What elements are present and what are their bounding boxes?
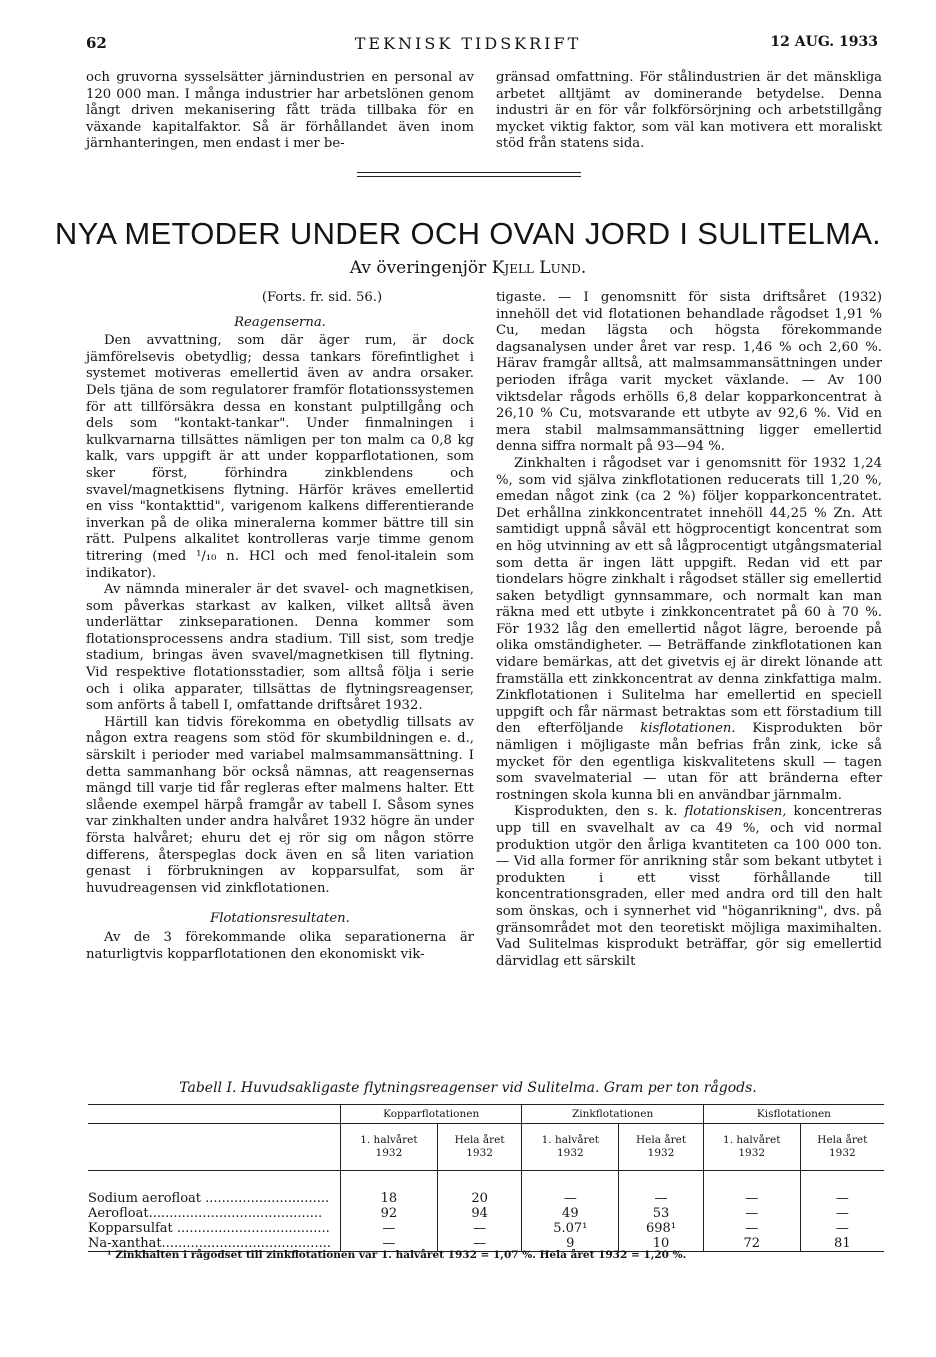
table-cell: 18 — [341, 1191, 438, 1206]
article-right-column — [496, 290, 882, 970]
sub-header-year: 1932 — [828, 1147, 856, 1159]
page-number: 62 — [86, 34, 107, 52]
article-left-column — [86, 290, 474, 963]
sub-header-period: Hela året — [454, 1134, 505, 1146]
table-row — [88, 1191, 884, 1206]
continued-note: (Forts. fr. sid. 56.) — [261, 290, 383, 305]
table-cell: 10 — [619, 1236, 704, 1252]
sub-header-period: Hela året — [636, 1134, 687, 1146]
paragraph-text: Kisprodukten bör nämligen i möjligaste mån befrias från zink, icke så mycket för den egentliga kiskvalitetens skull — tagen som svavelmaterial — utan för att bränderna efter rostningen skola kunna bli en användbar järnmalm. — [496, 721, 882, 803]
table-corner — [88, 1124, 341, 1171]
table-cell: — — [437, 1236, 522, 1252]
paragraph-text: Zinkhalten i rågodset var i genomsnitt för 1932 1,24 %, som vid själva zinkflotationen reducerats till 1,20 %, emedan något zink (ca 2 %) följer kopparkoncentratet. Det erhållna zinkkoncentratet innehöll 44,25 % Zn. Att samtidigt uppnå såväl ett högprocentigt koncentrat som en hög utvinning av ett så lågprocentigt utgångsmaterial som detta är ingen lätt uppgift. Redan vid ett par tiondelars högre zinkhalt i rågodset ställer sig emellertid saken betydligt gynnsammare, och normalt kan man räkna med ett utbyte i zinkkoncentratet på 60 à 70 %. För 1932 låg den emellertid något lägre, beroende på olika omständigheter. — Beträffande zinkflotationen kan vidare bemärkas, att det givetvis ej är direkt lönande att framställa ett zinkkoncentrat av denna zinkfattiga malm. Zinkflotationen i Sulitelma har emellertid en speciell uppgift och får närmast betraktas som ett förstadium till den efterföljande — [496, 455, 882, 737]
table-row — [88, 1221, 884, 1236]
table-cell: — — [800, 1206, 884, 1221]
sub-header-year: 1932 — [466, 1147, 493, 1159]
byline-author: Kjell Lund. — [491, 258, 587, 278]
sub-header — [703, 1124, 800, 1171]
table-footnote: ¹ Zinkhalten i rågodset till zinkflotationen var 1. halvåret 1932 = 1,07 %. Hela året 1932 = 1,20 %. — [107, 1249, 687, 1261]
table-cell: 5.07¹ — [522, 1221, 619, 1236]
paragraph: Den avvattning, som där äger rum, är dock jämförelsevis obetydlig; dessa tankars förefintlighet i systemet motiveras emellertid även av andra orsaker. Dels tjäna de som regulatorer framför flotationssystemen för att tillförsäkra dessa en konstant pulptillgång och dels som "kontakt-tankar". Under finmalningen i kulkvarnarna tillsättes nämligen per ton malm ca 0,8 kg kalk, vars uppgift är att under kopparflotationen, som sker först, förhindra zinkblendens och svavel/magnetkisens flytning. Härför kräves emellertid en viss "kontakttid", varigenom kalkens differentierande inverkan på de olika mineralerna kommer bättre till sin rätt. Pulpens alkalitet kontrolleras varje timme genom titrering (med ¹/₁₀ n. HCl och med fenol-italein som indikator). — [86, 333, 474, 581]
table-group-header — [88, 1105, 884, 1124]
journal-title: TEKNISK TIDSKRIFT — [354, 34, 582, 53]
row-label: Sodium aerofloat .............................. — [88, 1191, 330, 1206]
sub-header-period: 1. halvåret — [723, 1134, 781, 1146]
table-cell: — — [522, 1191, 619, 1206]
table-cell: — — [437, 1221, 522, 1236]
prev-article-left-text: och gruvorna sysselsätter järnindustrien en personal av 120 000 man. I många industrier har arbetslönen genom långt driven mekanisering fått träda tillbaka för en växande kapitalfaktor. Så är förhållandet även inom järnhanteringen, men endast i mer be- — [86, 70, 474, 152]
prev-article-left — [86, 70, 474, 153]
table-cell: — — [703, 1206, 800, 1221]
table-cell: 20 — [437, 1191, 522, 1206]
prev-article-right — [496, 70, 882, 153]
reagent-table — [88, 1104, 884, 1252]
table-cell: — — [341, 1236, 438, 1252]
emphasis-text: flotationskisen, — [684, 804, 787, 820]
emphasis-text: kisflotationen. — [640, 721, 736, 737]
paragraph-text: koncentreras upp till en svavelhalt av ca 49 %, och vid normal produktion utgör den årliga kvantiteten ca 100 000 ton. — Vid alla former för anrikning står som bekant utbytet i produkten i ett visst förhållande till koncentrationsgraden, eller med andra ord till den halt som önskas, och i synnerhet vid "höganrikning", dvs. på gränsområdet mot den teoretiskt möjliga maximihalten. Vad Sulitelmas kisprodukt beträffar, gör sig emellertid därvidlag ett särskilt — [496, 804, 882, 969]
byline — [0, 258, 936, 278]
sub-header — [522, 1124, 619, 1171]
table-cell: 53 — [619, 1206, 704, 1221]
table-cell: — — [800, 1221, 884, 1236]
row-label: Na-xanthat......................................... — [88, 1236, 331, 1251]
section-heading-reagents: Reagenserna. — [234, 314, 326, 330]
sub-header — [619, 1124, 704, 1171]
table-caption: Tabell I. Huvudsakligaste flytningsreagenser vid Sulitelma. Gram per ton rågods. — [179, 1080, 757, 1096]
paragraph: tigaste. — I genomsnitt för sista driftsåret (1932) innehöll det vid flotationen behandlade rågodset 1,91 % Cu, medan lägsta och högsta förekommande dagsanalysen under året var resp. 1,46 % och 2,60 %. Härav framgår alltså, att malmsammansättningen under perioden ifråga varit mycket växlande. — Av 100 viktsdelar rågods erhölls 6,8 delar kopparkoncentrat à 26,10 % Cu, motsvarande ett utbyte av 92,6 %. Vid en mera stabil malmsammansättning ligger emellertid denna siffra normalt på 93—94 %. — [496, 290, 882, 455]
group-header: Zinkflotationen — [522, 1105, 703, 1124]
sub-header-year: 1932 — [647, 1147, 675, 1159]
sub-header-period: Hela året — [817, 1134, 868, 1146]
sub-header-year: 1932 — [556, 1147, 584, 1159]
article-title: NYA METODER UNDER OCH OVAN JORD I SULITELMA. — [54, 216, 882, 251]
prev-article-right-text: gränsad omfattning. För stålindustrien är det mänskliga arbetet alltjämt av dominerande betydelse. Denna industri är en för vår folkförsörjning och arbetstillgång mycket viktig faktor, som väl kan motivera ett moraliskt stöd från statens sida. — [496, 70, 882, 152]
table-cell: 49 — [522, 1206, 619, 1221]
table-cell: — — [619, 1191, 704, 1206]
sub-header — [800, 1124, 884, 1171]
table-row — [88, 1206, 884, 1221]
group-header: Kopparflotationen — [341, 1105, 522, 1124]
table-cell: — — [703, 1221, 800, 1236]
sub-header-period: 1. halvåret — [360, 1134, 418, 1146]
sub-header-period: 1. halvåret — [541, 1134, 600, 1146]
table-cell: 94 — [437, 1206, 522, 1221]
paragraph — [496, 804, 882, 970]
table-cell: 72 — [703, 1236, 800, 1252]
group-header: Kisflotationen — [703, 1105, 884, 1124]
table-sub-header — [88, 1124, 884, 1171]
table-cell: — — [800, 1191, 884, 1206]
table-cell: 81 — [800, 1236, 884, 1252]
sub-header — [437, 1124, 522, 1171]
paragraph — [496, 456, 882, 804]
section-heading-results: Flotationsresultaten. — [210, 911, 350, 927]
table-cell: — — [341, 1221, 438, 1236]
issue-date: 12 AUG. 1933 — [770, 34, 878, 50]
paragraph: Av nämnda mineraler är det svavel- och magnetkisen, som påverkas starkast av kalken, vilket alltså även underlättar zinkseparationen. Denna kommer som flotationsprocessens andra stadium. Till sist, som tredje stadium, bringas även svavel/magnetkisen till flytning. Vid respektive flotationsstadier, som alltså följa i serie och i olika apparater, tillsättas de flytningsreagenser, som anförts å tabell I, omfattande driftsåret 1932. — [86, 582, 474, 714]
table-spacer — [88, 1171, 884, 1192]
table-cell: 9 — [522, 1236, 619, 1252]
separator-rule — [357, 176, 581, 177]
row-label: Aerofloat.......................................... — [88, 1206, 323, 1221]
table-cell: 92 — [341, 1206, 438, 1221]
sub-header-year: 1932 — [375, 1147, 403, 1159]
paragraph: Av de 3 förekommande olika separationerna är naturligtvis kopparflotationen den ekonomiskt vik- — [86, 929, 474, 962]
table-cell: 698¹ — [619, 1221, 704, 1236]
byline-prefix: Av överingenjör — [349, 258, 487, 278]
table-corner — [88, 1105, 341, 1124]
sub-header-year: 1932 — [738, 1147, 766, 1159]
sub-header — [341, 1124, 438, 1171]
table-cell: — — [703, 1191, 800, 1206]
row-label: Kopparsulfat ..................................... — [88, 1221, 330, 1236]
paragraph: Härtill kan tidvis förekomma en obetydlig tillsats av någon extra reagens som stöd för skumbildningen e. d., särskilt i perioder med variabel malmsammansättning. I detta sammanhang bör också nämnas, att reagensernas mängd till varje tid får regleras efter malmens halter. Ett slående exempel härpå framgår av tabell I. Såsom synes var zinkhalten under andra halvåret 1932 högre än under första halvåret; ehuru det ej rör sig om någon större differens, återspeglas dock även en så liten variation genast i förbrukningen av kopparsulfat, som är huvudreagensen vid zinkflotationen. — [86, 714, 474, 896]
separator-rule — [357, 172, 581, 173]
paragraph-text: Kisprodukten, den s. k. — [514, 804, 678, 820]
